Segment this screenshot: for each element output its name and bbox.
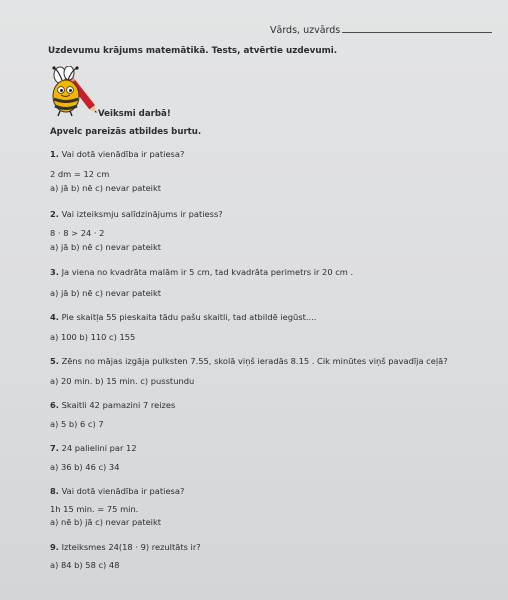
- bee-with-pencil-icon: [46, 66, 100, 118]
- question-text: 24 palielini par 12: [61, 443, 137, 453]
- question-6: [50, 399, 175, 411]
- question-number: 4.: [50, 312, 59, 322]
- question-1-expression: 2 dm = 12 cm: [50, 169, 110, 179]
- question-5-answers: a) 20 min. b) 15 min. c) pusstundu: [50, 376, 195, 386]
- name-field: [270, 23, 492, 36]
- instruction-text: Apvelc pareizās atbildes burtu.: [50, 127, 202, 137]
- question-text: Izteiksmes 24(18 · 9) rezultāts ir?: [61, 542, 201, 552]
- question-3: [50, 266, 353, 278]
- question-text: Vai izteiksmju salīdzinājums ir patiess?: [61, 209, 223, 219]
- question-text: Ja viena no kvadrāta malām ir 5 cm, tad kvadrāta perimetrs ir 20 cm .: [61, 267, 354, 277]
- question-number: 5.: [50, 356, 59, 366]
- question-7-answers: a) 36 b) 46 c) 34: [50, 462, 120, 472]
- question-number: 9.: [50, 542, 59, 552]
- question-number: 2.: [50, 209, 59, 219]
- question-number: 1.: [50, 149, 59, 159]
- question-1-answers: a) jā b) nē c) nevar pateikt: [50, 183, 162, 193]
- question-8-expression: 1h 15 min. = 75 min.: [50, 504, 139, 514]
- question-2-answers: a) jā b) nē c) nevar pateikt: [50, 242, 162, 252]
- question-9: [50, 541, 201, 553]
- question-number: 8.: [50, 486, 59, 496]
- question-5: [50, 355, 448, 367]
- question-4: [50, 311, 316, 323]
- question-8: [50, 485, 184, 497]
- question-8-answers: a) nē b) jā c) nevar pateikt: [50, 517, 162, 527]
- question-1: [50, 148, 184, 160]
- question-3-answers: a) jā b) nē c) nevar pateikt: [50, 288, 162, 298]
- name-blank-line: [342, 23, 492, 33]
- question-9-answers: a) 84 b) 58 c) 48: [50, 560, 120, 570]
- question-number: 3.: [50, 267, 59, 277]
- question-text: Vai dotā vienādība ir patiesa?: [61, 149, 185, 159]
- question-2-expression: 8 · 8 > 24 · 2: [50, 228, 105, 238]
- good-luck-text: Veiksmi darbā!: [98, 109, 171, 119]
- worksheet-title: Uzdevumu krājums matemātikā. Tests, atvērtie uzdevumi.: [48, 46, 338, 56]
- question-text: Pie skaitļa 55 pieskaita tādu pašu skaitli, tad atbildē iegūst....: [61, 312, 317, 322]
- question-number: 7.: [50, 443, 59, 453]
- question-6-answers: a) 5 b) 6 c) 7: [50, 419, 104, 429]
- question-text: Zēns no mājas izgāja pulksten 7.55, skolā viņš ieradās 8.15 . Cik minūtes viņš pavadīja ceļā?: [61, 356, 448, 366]
- question-number: 6.: [50, 400, 59, 410]
- question-text: Vai dotā vienādība ir patiesa?: [61, 486, 185, 496]
- question-4-answers: a) 100 b) 110 c) 155: [50, 332, 136, 342]
- question-text: Skaitli 42 pamazini 7 reizes: [61, 400, 176, 410]
- name-label: Vārds, uzvārds: [270, 25, 341, 36]
- question-2: [50, 208, 223, 220]
- question-7: [50, 442, 137, 454]
